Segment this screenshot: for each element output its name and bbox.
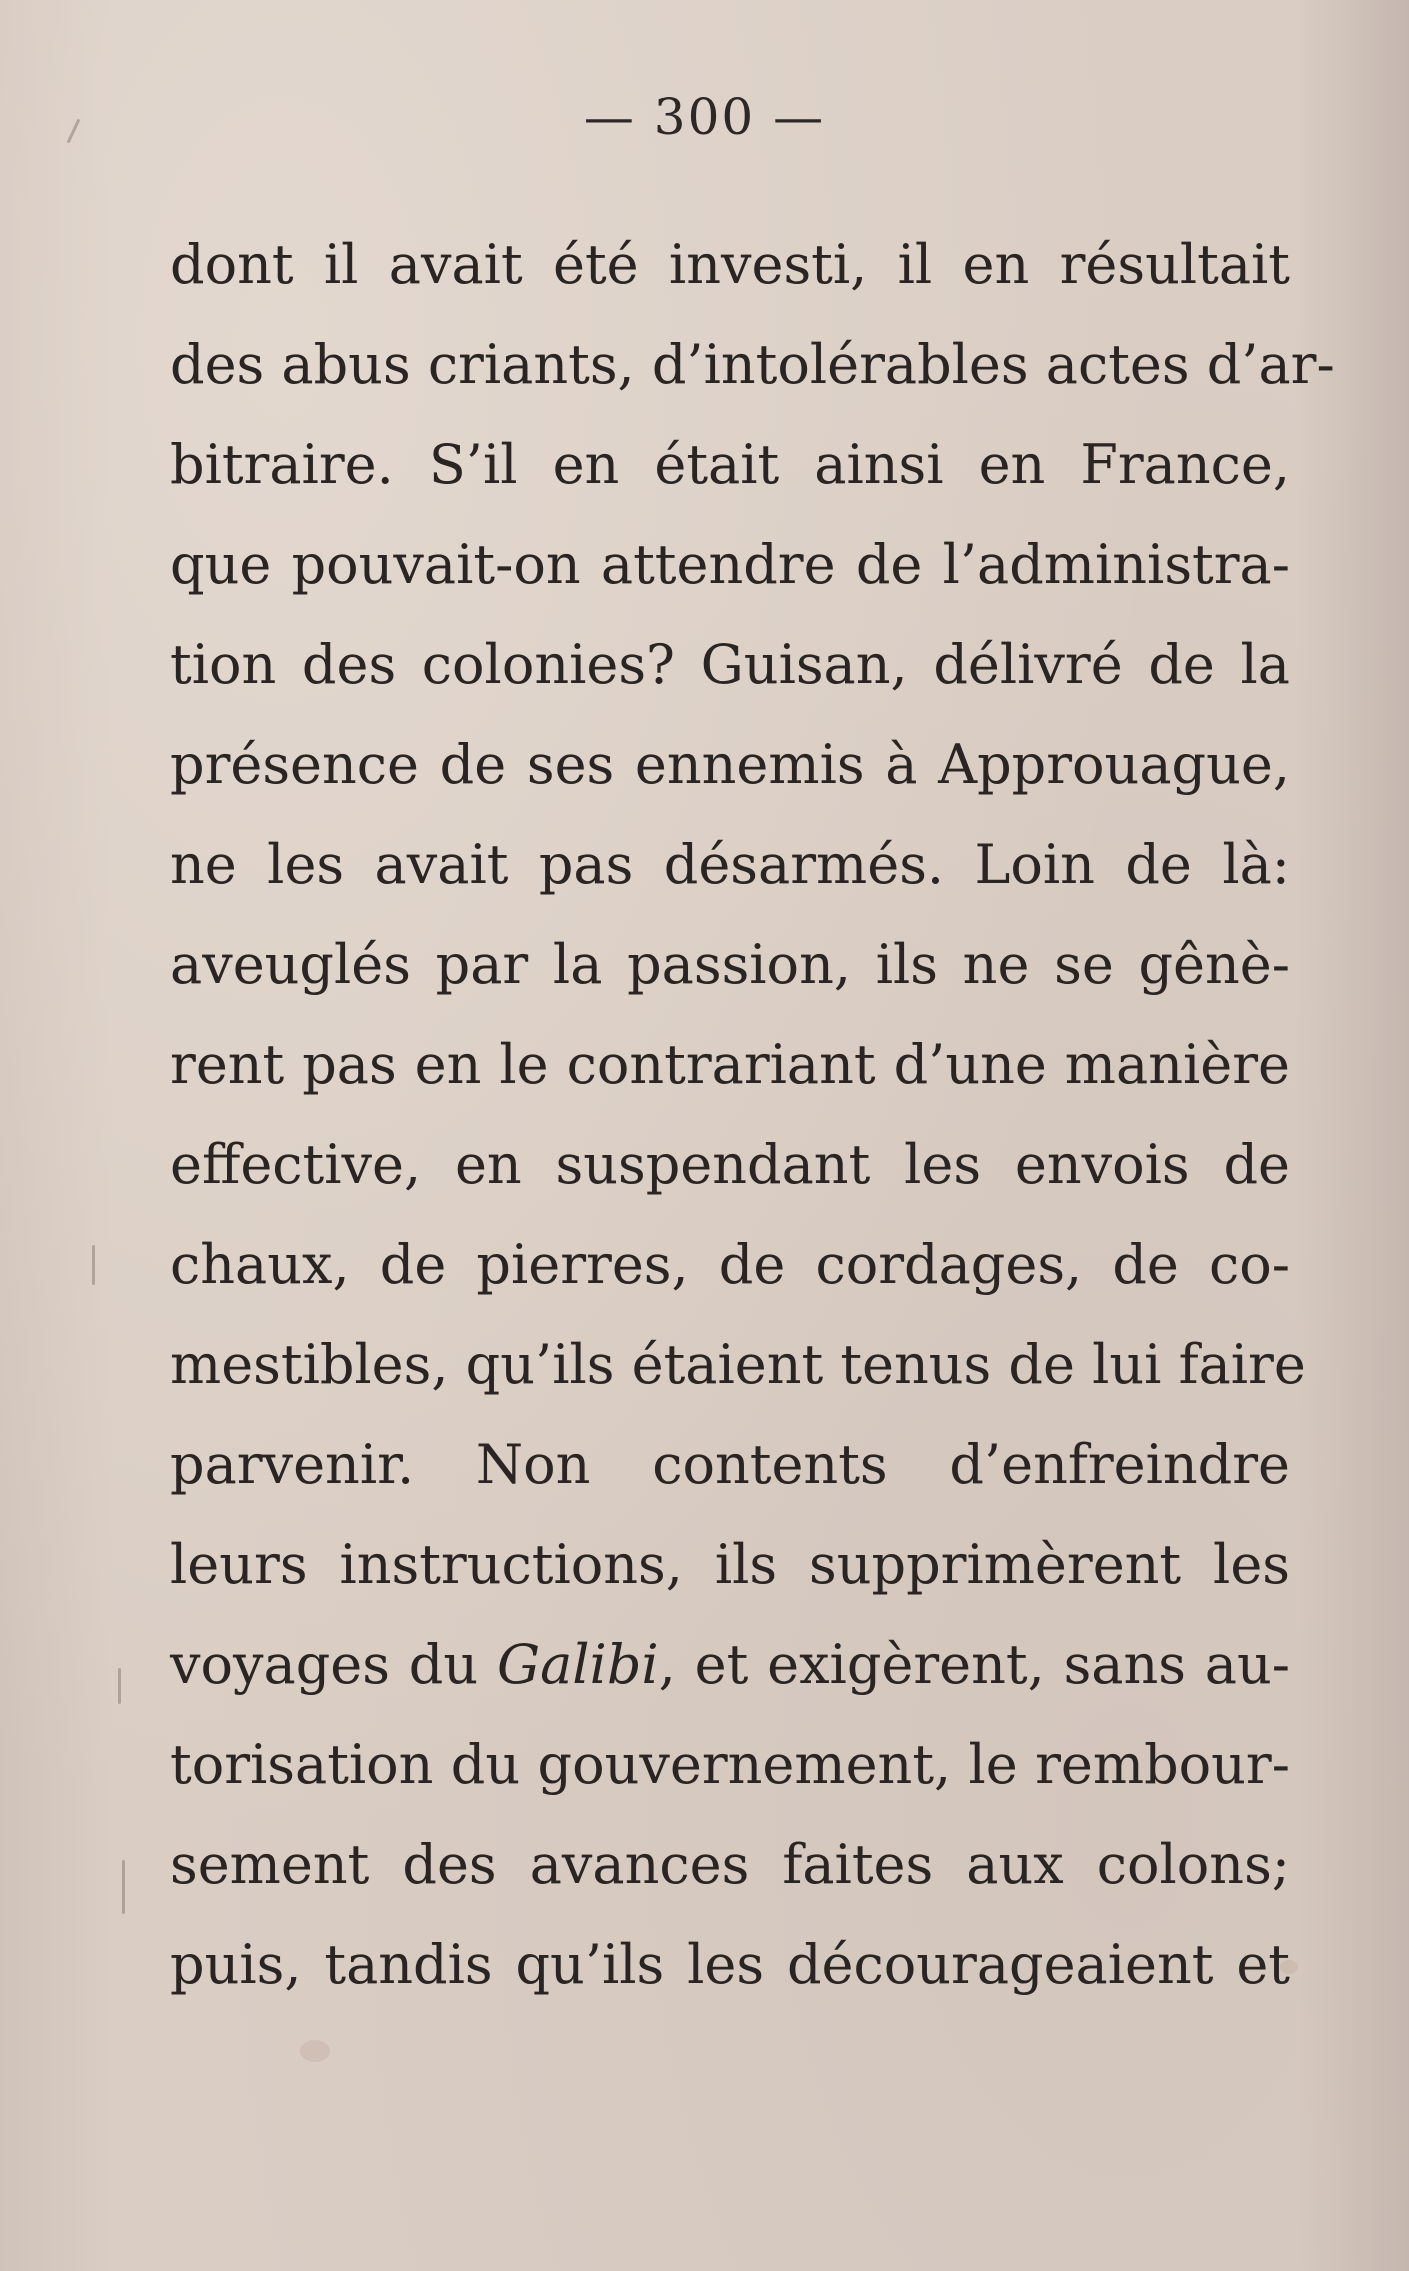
text-line: que pouvait-on attendre de l’administra- bbox=[170, 533, 1290, 596]
text-line: puis, tandis qu’ils les décourageaient et bbox=[170, 1933, 1290, 1996]
pencil-mark bbox=[92, 1245, 95, 1285]
text-line: parvenir. Non contents d’enfreindre bbox=[170, 1433, 1290, 1496]
text-line: tion des colonies? Guisan, délivré de la bbox=[170, 633, 1290, 696]
text-line: dont il avait été investi, il en résultait bbox=[170, 233, 1290, 296]
body-text bbox=[170, 215, 1335, 2015]
text-line: présence de ses ennemis à Approuague, bbox=[170, 733, 1290, 796]
text-line: chaux, de pierres, de cordages, de co- bbox=[170, 1233, 1290, 1296]
text-line: mestibles, qu’ils étaient tenus de lui faire bbox=[170, 1333, 1306, 1396]
text-line: effective, en suspendant les envois de bbox=[170, 1133, 1290, 1196]
text-segment: , et exigèrent, sans au- bbox=[658, 1633, 1291, 1696]
ship-name-italic: Galibi bbox=[496, 1633, 659, 1696]
text-line: ne les avait pas désarmés. Loin de là: bbox=[170, 833, 1290, 896]
pencil-mark bbox=[118, 1668, 121, 1704]
text-line: bitraire. S’il en était ainsi en France, bbox=[170, 433, 1290, 496]
paper-stain bbox=[300, 2040, 330, 2062]
page-number: — 300 — bbox=[583, 88, 826, 146]
text-line: des abus criants, d’intolérables actes d’ar- bbox=[170, 333, 1335, 396]
text-line: leurs instructions, ils supprimèrent les bbox=[170, 1533, 1290, 1596]
text-line: torisation du gouvernement, le rembour- bbox=[170, 1733, 1290, 1796]
pencil-mark bbox=[122, 1860, 125, 1914]
text-line: sement des avances faites aux colons; bbox=[170, 1833, 1290, 1896]
text-line: rent pas en le contrariant d’une manière bbox=[170, 1033, 1290, 1096]
text-line: aveuglés par la passion, ils ne se gênè- bbox=[170, 933, 1290, 996]
text-line-with-italic bbox=[170, 1615, 1290, 1715]
text-segment: voyages du bbox=[170, 1633, 497, 1696]
